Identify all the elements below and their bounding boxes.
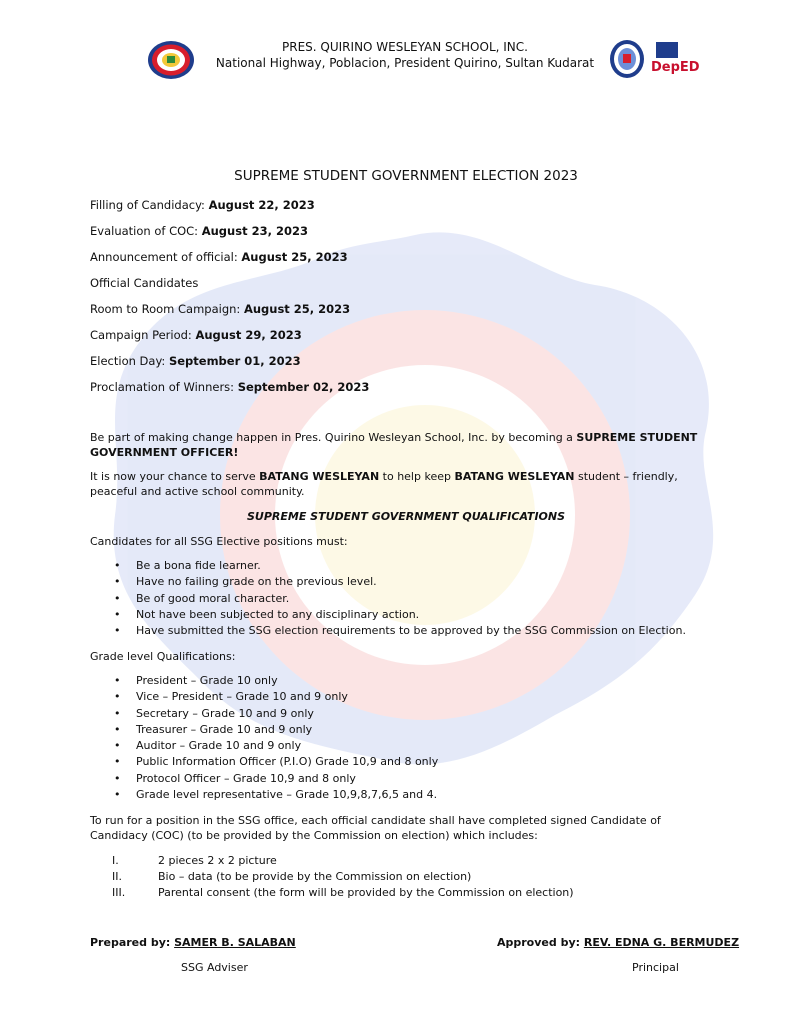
prepared-name: SAMER B. SALABAN <box>174 936 296 949</box>
schedule-label: Proclamation of Winners: <box>90 380 238 394</box>
list-item <box>112 885 574 901</box>
roman-numeral: II. <box>112 870 122 883</box>
schedule-item <box>90 380 369 406</box>
intro-bold: SUPREME STUDENT GOVERNMENT OFFICER! <box>90 431 698 459</box>
list-item: • Secretary – Grade 10 and 9 only <box>112 706 438 722</box>
approved-name: REV. EDNA G. BERMUDEZ <box>583 936 740 949</box>
schedule-date: August 29, 2023 <box>195 328 302 342</box>
school-logo <box>147 40 195 80</box>
intro-text: Be part of making change happen in Pres. Quirino Wesleyan School, Inc. by becoming a <box>90 431 577 444</box>
requirement-text: Parental consent (the form will be provided by the Commission on election) <box>158 886 574 899</box>
schedule-date: September 02, 2023 <box>237 380 370 394</box>
deped-logo <box>650 40 700 78</box>
schedule-date: September 01, 2023 <box>168 354 301 368</box>
list-item: • Protocol Officer – Grade 10,9 and 8 only <box>112 771 438 787</box>
approved-by <box>497 936 739 949</box>
schedule-label: Campaign Period: <box>90 328 196 342</box>
list-item: • Public Information Officer (P.I.O) Grade 10,9 and 8 only <box>112 754 438 770</box>
qualifications-intro: Candidates for all SSG Elective positions must: <box>90 535 348 548</box>
qualifications-list <box>112 558 686 639</box>
requirement-text: Bio – data (to be provide by the Commission on election) <box>158 870 472 883</box>
grade-level-heading: Grade level Qualifications: <box>90 650 236 663</box>
schedule-item <box>90 250 369 276</box>
grade-level-list <box>112 673 438 803</box>
schedule-date: August 23, 2023 <box>201 224 308 238</box>
list-item <box>112 869 574 885</box>
schedule-label: Evaluation of COC: <box>90 224 202 238</box>
prepared-by <box>90 936 296 949</box>
list-item: • Not have been subjected to any disciplinary action. <box>112 607 686 623</box>
list-item: • Have submitted the SSG election requirements to be approved by the SSG Commission on Election. <box>112 623 686 639</box>
intro-text: student – friendly, peaceful and active school community. <box>90 470 678 498</box>
schedule-label: Room to Room Campaign: <box>90 302 244 316</box>
schedule-item <box>90 302 369 328</box>
schedule-item <box>90 276 369 302</box>
schedule-date: August 25, 2023 <box>241 250 348 264</box>
list-item: • Vice – President – Grade 10 and 9 only <box>112 689 438 705</box>
list-item: • Be a bona fide learner. <box>112 558 686 574</box>
election-schedule <box>90 198 369 406</box>
schedule-date: August 25, 2023 <box>243 302 351 316</box>
school-name: PRES. QUIRINO WESLEYAN SCHOOL, INC. <box>282 40 528 54</box>
roman-numeral: I. <box>112 854 119 867</box>
prepared-title: SSG Adviser <box>181 961 248 974</box>
schedule-item <box>90 224 369 250</box>
list-item: • Auditor – Grade 10 and 9 only <box>112 738 438 754</box>
approved-title: Principal <box>632 961 679 974</box>
intro-paragraph-2 <box>90 469 710 499</box>
intro-bold: BATANG WESLEYAN <box>454 470 575 483</box>
list-item <box>112 853 574 869</box>
schedule-item <box>90 198 369 224</box>
school-address: National Highway, Poblacion, President Quirino, Sultan Kudarat <box>215 56 595 70</box>
intro-text: to help keep <box>379 470 455 483</box>
schedule-item <box>90 328 369 354</box>
approved-label: Approved by: <box>497 936 584 949</box>
intro-bold: BATANG WESLEYAN <box>259 470 380 483</box>
coc-requirements-list <box>112 853 574 901</box>
list-item: • Be of good moral character. <box>112 591 686 607</box>
page-title: SUPREME STUDENT GOVERNMENT ELECTION 2023 <box>234 168 578 184</box>
schedule-label: Official Candidates <box>90 276 199 290</box>
deped-seal-logo <box>609 39 645 79</box>
intro-text: It is now your chance to serve <box>90 470 260 483</box>
roman-numeral: III. <box>112 886 126 899</box>
schedule-item <box>90 354 369 380</box>
qualifications-heading: SUPREME STUDENT GOVERNMENT QUALIFICATIONS <box>246 510 566 523</box>
intro-paragraph-1 <box>90 430 710 460</box>
list-item: • Grade level representative – Grade 10,9,8,7,6,5 and 4. <box>112 787 438 803</box>
schedule-label: Filling of Candidacy: <box>90 198 209 212</box>
requirement-text: 2 pieces 2 x 2 picture <box>158 854 277 867</box>
coc-paragraph: To run for a position in the SSG office, each official candidate shall have completed signed Candidate of Candidacy (COC) (to be provided by the Commission on election) which includes: <box>90 814 661 842</box>
prepared-label: Prepared by: <box>90 936 175 949</box>
schedule-label: Announcement of official: <box>90 250 242 264</box>
schedule-date: August 22, 2023 <box>208 198 315 212</box>
list-item: • Have no failing grade on the previous level. <box>112 574 686 590</box>
list-item: • President – Grade 10 only <box>112 673 438 689</box>
schedule-label: Election Day: <box>90 354 169 368</box>
list-item: • Treasurer – Grade 10 and 9 only <box>112 722 438 738</box>
deped-logo-text: DepED <box>651 60 700 75</box>
